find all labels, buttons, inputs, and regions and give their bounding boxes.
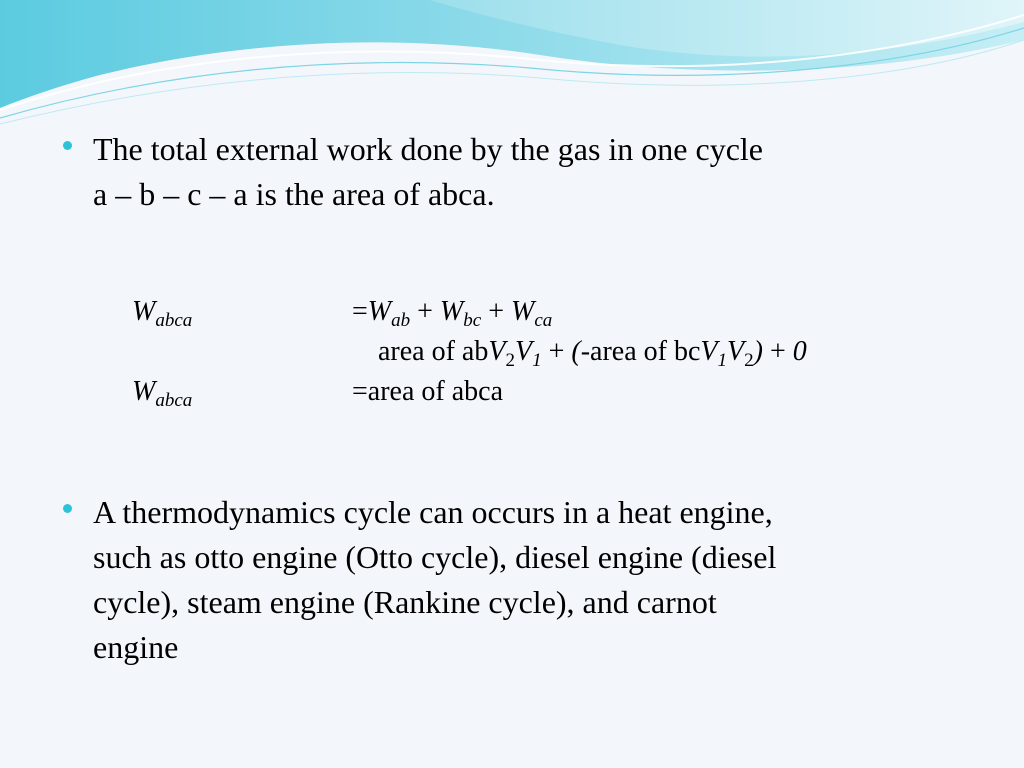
equation-row1-rhs: $=W_{ab} + W_{bc} + W_{ca}$	[352, 296, 553, 331]
bullet1-line1: The total external work done by the gas in one cycle	[93, 131, 763, 167]
header-wave-decoration	[0, 0, 1024, 130]
bullet-dot-1	[63, 141, 72, 150]
bullet2-line2: such as otto engine (Otto cycle), diesel engine (diesel	[93, 539, 777, 575]
bullet2-line3: cycle), steam engine (Rankine cycle), and carnot	[93, 584, 717, 620]
equals-sign: =	[352, 296, 368, 327]
bullet-dot-2	[63, 504, 72, 513]
bullet-text-2	[93, 490, 963, 670]
bullet2-line4: engine	[93, 629, 179, 665]
equals-sign: =	[352, 376, 368, 407]
bullet2-line1: A thermodynamics cycle can occurs in a heat engine,	[93, 494, 773, 530]
bullet1-line2: a – b – c – a is the area of abca.	[93, 176, 495, 212]
equation-row2: area of $abV_2V_1$ + (-area of $bcV_1V_2) + 0$	[378, 336, 807, 371]
bullet-text-1	[93, 127, 963, 217]
equation-row1-lhs: $W_{abca}$	[132, 296, 193, 331]
equation-row3-lhs: $W_{abca}$	[132, 376, 193, 411]
w-symbol: W	[132, 376, 156, 407]
w-symbol: W	[132, 296, 156, 327]
equation-row3-rhs: =area of abca	[352, 376, 504, 407]
